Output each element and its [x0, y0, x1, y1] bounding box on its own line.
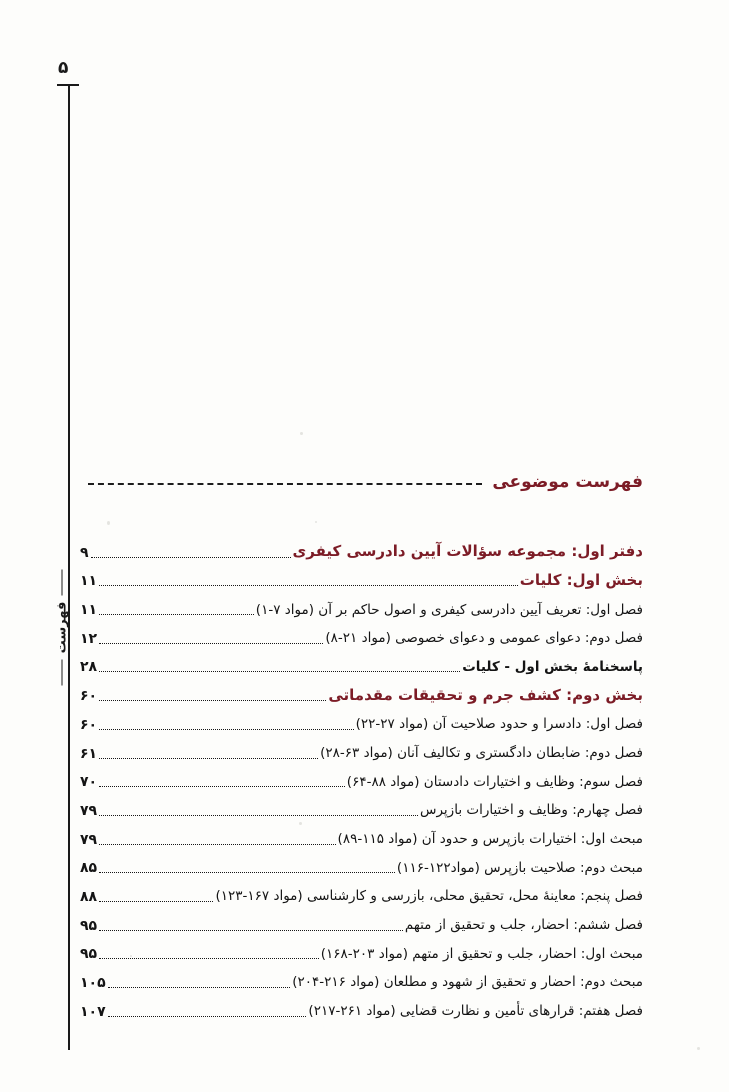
toc-entry[interactable] [80, 534, 643, 563]
toc-entry-page-number: ۲۸ [80, 659, 98, 676]
toc-entry-label: فصل اول: دادسرا و حدود صلاحیت آن (مواد ۲۷-۲۲) [355, 716, 643, 733]
toc-entry[interactable] [80, 964, 643, 993]
toc-entry-page-number: ۸۵ [80, 860, 98, 877]
toc-entry-page-number: ۷۰ [80, 774, 98, 791]
toc-leader-dots [99, 729, 354, 730]
toc-leader-dots [99, 585, 518, 586]
toc-title-row [88, 472, 643, 492]
toc-leader-dots [99, 958, 319, 959]
toc-entry-page-number: ۶۱ [80, 745, 98, 762]
toc-entry[interactable] [80, 850, 643, 879]
toc-entry[interactable] [80, 591, 643, 620]
toc-entry-label: بخش اول: کلیات [519, 571, 643, 590]
toc-entry[interactable] [80, 993, 643, 1022]
toc-leader-dots [99, 643, 323, 644]
toc-entry-page-number: ۶۰ [80, 716, 98, 733]
toc-entry-label: فصل هفتم: قرارهای تأمین و نظارت قضایی (مواد ۲۶۱-۲۱۷) [308, 1003, 643, 1020]
toc-leader-dots [99, 700, 326, 701]
toc-entry-label: مبحث دوم: صلاحیت بازپرس (مواد۱۲۲-۱۱۶) [396, 859, 643, 876]
title-dashed-rule [88, 483, 482, 485]
toc-entry-page-number: ۷۹ [80, 831, 98, 848]
toc-leader-dots [99, 872, 395, 873]
toc-entry[interactable] [80, 620, 643, 649]
toc-entry[interactable] [80, 878, 643, 907]
toc-entry[interactable] [80, 764, 643, 793]
running-head-dash-bottom [62, 659, 63, 685]
scan-speck [300, 432, 303, 435]
toc-entry-page-number: ۷۹ [80, 802, 98, 819]
toc-entry-list [80, 534, 643, 1022]
toc-entry[interactable] [80, 649, 643, 678]
toc-entry-label: فصل پنجم: معاینۀ محل، تحقیق محلی، بازرسی و کارشناسی (مواد ۱۶۷-۱۲۳) [215, 888, 643, 905]
toc-entry[interactable] [80, 936, 643, 965]
toc-leader-dots [99, 614, 254, 615]
toc-leader-dots [99, 671, 460, 672]
toc-entry[interactable] [80, 792, 643, 821]
running-head-label: فهرست [54, 601, 70, 654]
scan-speck [130, 955, 132, 957]
toc-entry-label: مبحث اول: اختیارات بازپرس و حدود آن (مواد ۱۱۵-۸۹) [337, 831, 643, 848]
toc-leader-dots [99, 844, 335, 845]
toc-entry-page-number: ۸۸ [80, 888, 98, 905]
toc-entry[interactable] [80, 821, 643, 850]
page-number: ۵ [58, 58, 69, 78]
toc-entry-page-number: ۱۲ [80, 630, 98, 647]
toc-entry-label: مبحث دوم: احضار و تحقیق از شهود و مطلعان (مواد ۲۱۶-۲۰۴) [292, 974, 643, 991]
toc-leader-dots [99, 786, 345, 787]
toc-leader-dots [108, 987, 291, 988]
scan-speck [299, 822, 302, 825]
toc-entry[interactable] [80, 677, 643, 706]
toc-entry-label: فصل ششم: احضار، جلب و تحقیق از متهم [404, 917, 643, 934]
toc-entry-page-number: ۱۱ [80, 602, 98, 619]
toc-entry-page-number: ۶۰ [80, 688, 98, 705]
page-title: فهرست موضوعی [492, 472, 643, 492]
toc-entry-page-number: ۹۵ [80, 946, 98, 963]
toc-leader-dots [99, 758, 318, 759]
toc-entry-page-number: ۱۱ [80, 573, 98, 590]
toc-entry-page-number: ۱۰۷ [80, 1003, 106, 1020]
running-head [55, 558, 70, 698]
toc-leader-dots [91, 557, 291, 558]
toc-entry[interactable] [80, 907, 643, 936]
toc-entry-label: فصل سوم: وظایف و اختیارات دادستان (مواد ۸۸-۶۴) [346, 773, 643, 790]
toc-entry-label: مبحث اول: احضار، جلب و تحقیق از متهم (مواد ۲۰۳-۱۶۸) [320, 945, 643, 962]
toc-entry-label: پاسخنامهٔ بخش اول - کلیات [462, 658, 643, 675]
toc-entry[interactable] [80, 706, 643, 735]
scan-speck [697, 1047, 700, 1050]
toc-leader-dots [99, 901, 213, 902]
toc-entry-label: بخش دوم: کشف جرم و تحقیقات مقدماتی [328, 685, 643, 704]
toc-entry-label: فصل چهارم: وظایف و اختیارات بازپرس [420, 802, 643, 819]
running-head-dash-top [62, 570, 63, 596]
toc-entry[interactable] [80, 735, 643, 764]
toc-entry-label: دفتر اول: مجموعه سؤالات آیین دادرسی کیفری [292, 542, 643, 561]
toc-entry-page-number: ۱۰۵ [80, 975, 106, 991]
toc-entry-page-number: ۹۵ [80, 917, 98, 934]
scan-speck [107, 521, 110, 525]
toc-entry-page-number: ۹ [80, 544, 89, 561]
toc-leader-dots [108, 1016, 307, 1017]
toc-entry-label: فصل اول: تعریف آیین دادرسی کیفری و اصول حاکم بر آن (مواد ۷-۱) [255, 601, 643, 618]
toc-entry-label: فصل دوم: دعوای عمومی و دعوای خصوصی (مواد ۲۱-۸) [325, 630, 643, 647]
toc-entry-label: فصل دوم: ضابطان دادگستری و تکالیف آنان (مواد ۶۳-۲۸) [320, 744, 643, 761]
toc-leader-dots [99, 815, 418, 816]
toc-entry[interactable] [80, 563, 643, 592]
toc-leader-dots [99, 930, 403, 931]
scan-speck [315, 521, 317, 523]
